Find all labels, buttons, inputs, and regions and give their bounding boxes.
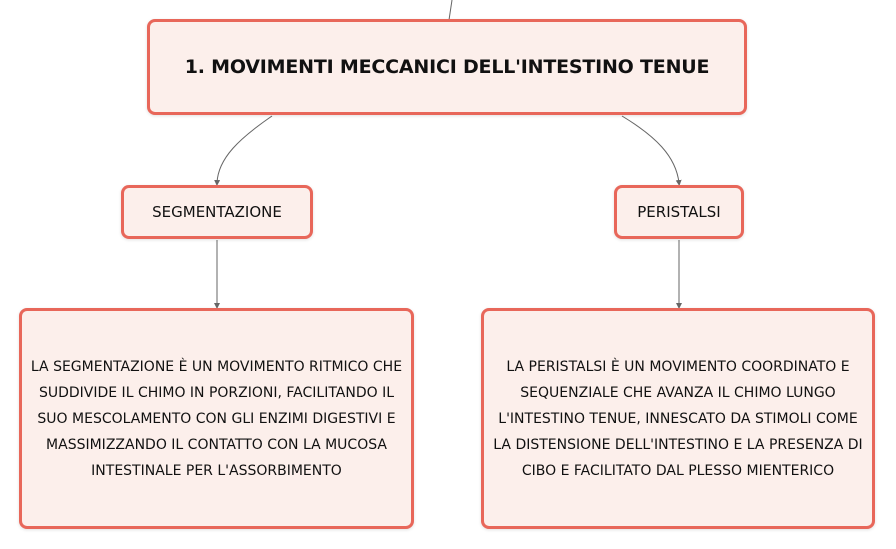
topic-label-segmentazione: SEGMENTAZIONE	[152, 203, 282, 221]
connector-root-to-peristalsi	[622, 116, 679, 183]
connector-root-to-segmentazione	[217, 116, 272, 183]
root-title: 1. MOVIMENTI MECCANICI DELL'INTESTINO TENUE	[184, 56, 710, 78]
description-text-segmentazione: LA SEGMENTAZIONE È UN MOVIMENTO RITMICO CHE SUDDIVIDE IL CHIMO IN PORZIONI, FACILITANDO IL SUO MESCOLAMENTO CON GLI ENZIMI DIGESTIVI E MASSIMIZZANDO IL CONTATTO CON LA MUCOSA INTESTINALE PER L'ASSORBIMENTO	[30, 358, 403, 479]
description-node-segmentazione[interactable]	[19, 308, 414, 529]
topic-label-peristalsi: PERISTALSI	[637, 203, 721, 221]
topic-node-segmentazione[interactable]	[121, 185, 313, 239]
description-text-peristalsi: LA PERISTALSI È UN MOVIMENTO COORDINATO E SEQUENZIALE CHE AVANZA IL CHIMO LUNGO L'INTESTINO TENUE, INNESCATO DA STIMOLI COME LA DISTENSIONE DELL'INTESTINO E LA PRESENZA DI CIBO E FACILITATO DAL PLESSO MIENTERICO	[493, 358, 863, 479]
connector-incoming	[449, 0, 452, 20]
topic-node-peristalsi[interactable]	[614, 185, 744, 239]
root-node[interactable]	[147, 19, 747, 115]
description-node-peristalsi[interactable]	[481, 308, 875, 529]
